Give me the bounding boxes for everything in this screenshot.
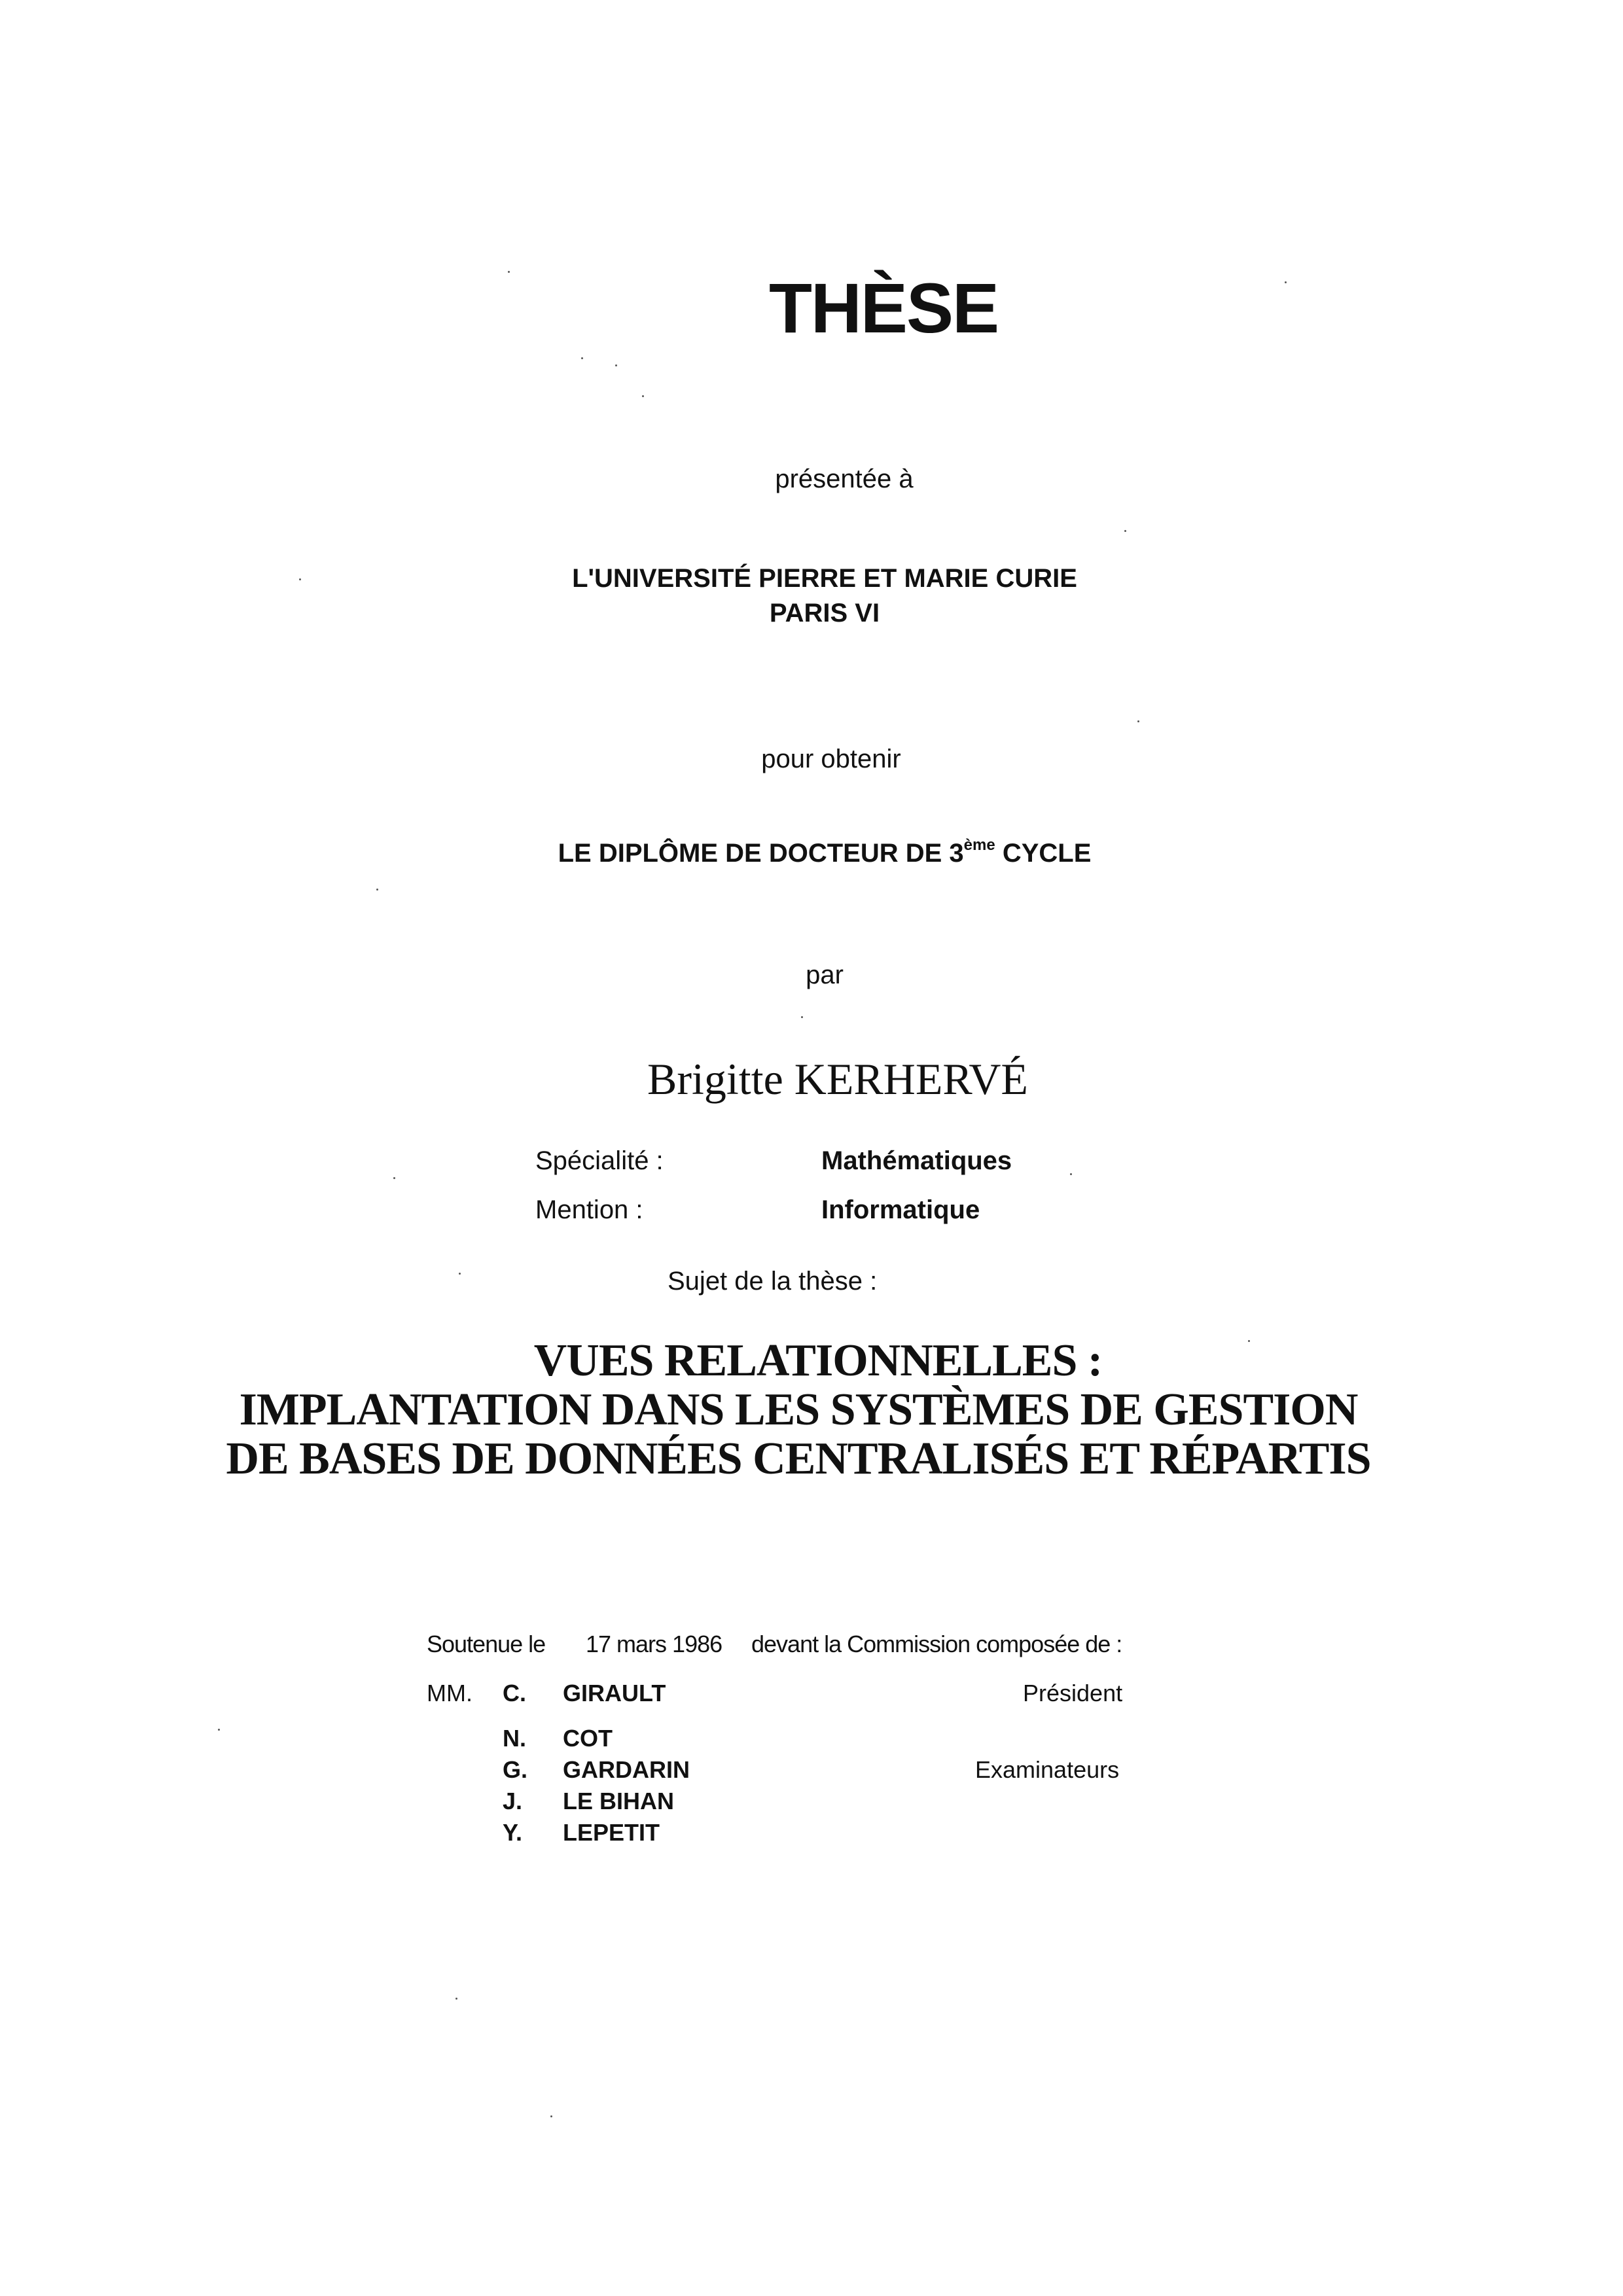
- examiner-1-name: COT: [563, 1725, 613, 1752]
- page-title: THÈSE: [768, 268, 999, 347]
- author-name: Brigitte KERHERVÉ: [647, 1054, 1028, 1104]
- scan-speck: [1070, 1173, 1072, 1175]
- honorific: MM.: [427, 1680, 473, 1706]
- specialty-label: Spécialité :: [535, 1146, 664, 1175]
- defended-label: Soutenue le: [427, 1631, 546, 1657]
- president-initial: C.: [503, 1680, 526, 1706]
- scan-speck: [581, 357, 583, 359]
- scan-speck: [1285, 281, 1287, 283]
- defense-date: 17 mars 1986: [586, 1631, 722, 1657]
- thesis-title-line-2: IMPLANTATION DANS LES SYSTÈMES DE GESTION: [239, 1385, 1358, 1435]
- scan-speck: [508, 271, 510, 273]
- scan-speck: [459, 1273, 461, 1275]
- examiner-2-name: GARDARIN: [563, 1756, 690, 1783]
- scan-speck: [376, 889, 378, 891]
- scan-speck: [1137, 720, 1139, 722]
- committee-label: devant la Commission composée de :: [751, 1631, 1122, 1657]
- specialty-value: Mathématiques: [821, 1146, 1012, 1175]
- examiner-3-initial: J.: [503, 1788, 523, 1814]
- examiner-4-initial: Y.: [503, 1819, 523, 1846]
- diploma-ordinal: ème: [963, 836, 995, 854]
- diploma-suffix: CYCLE: [1002, 839, 1092, 868]
- subject-label: Sujet de la thèse :: [668, 1267, 878, 1296]
- presented-to: présentée à: [775, 465, 914, 493]
- mention-label: Mention :: [535, 1195, 643, 1224]
- examiner-3-name: LE BIHAN: [563, 1788, 674, 1814]
- president-role: Président: [1023, 1680, 1123, 1706]
- mention-value: Informatique: [821, 1195, 980, 1224]
- to-obtain: pour obtenir: [761, 745, 901, 773]
- scan-speck: [393, 1177, 395, 1179]
- examiner-1-initial: N.: [503, 1725, 526, 1752]
- diploma-prefix: LE DIPLÔME DE DOCTEUR DE 3: [558, 839, 964, 868]
- scan-speck: [801, 1016, 803, 1018]
- scan-speck: [218, 1729, 220, 1731]
- scan-speck: [1248, 1340, 1250, 1342]
- scan-speck: [642, 395, 644, 397]
- by-label: par: [806, 961, 844, 989]
- scan-speck: [299, 578, 301, 580]
- scan-speck: [550, 2115, 552, 2117]
- scan-speck: [455, 1998, 457, 2000]
- thesis-title-line-1: VUES RELATIONNELLES :: [533, 1335, 1103, 1386]
- university-line-1: L'UNIVERSITÉ PIERRE ET MARIE CURIE: [572, 564, 1077, 593]
- president-name: GIRAULT: [563, 1680, 666, 1706]
- diploma-line: [13, 836, 1623, 868]
- examiner-2-initial: G.: [503, 1756, 528, 1783]
- scan-speck: [615, 364, 617, 366]
- examiner-4-name: LEPETIT: [563, 1819, 660, 1846]
- thesis-title-line-3: DE BASES DE DONNÉES CENTRALISÉS ET RÉPARTIS: [226, 1434, 1371, 1484]
- university-line-2: PARIS VI: [769, 599, 880, 627]
- examiners-role: Examinateurs: [975, 1756, 1120, 1783]
- scan-speck: [1124, 530, 1126, 532]
